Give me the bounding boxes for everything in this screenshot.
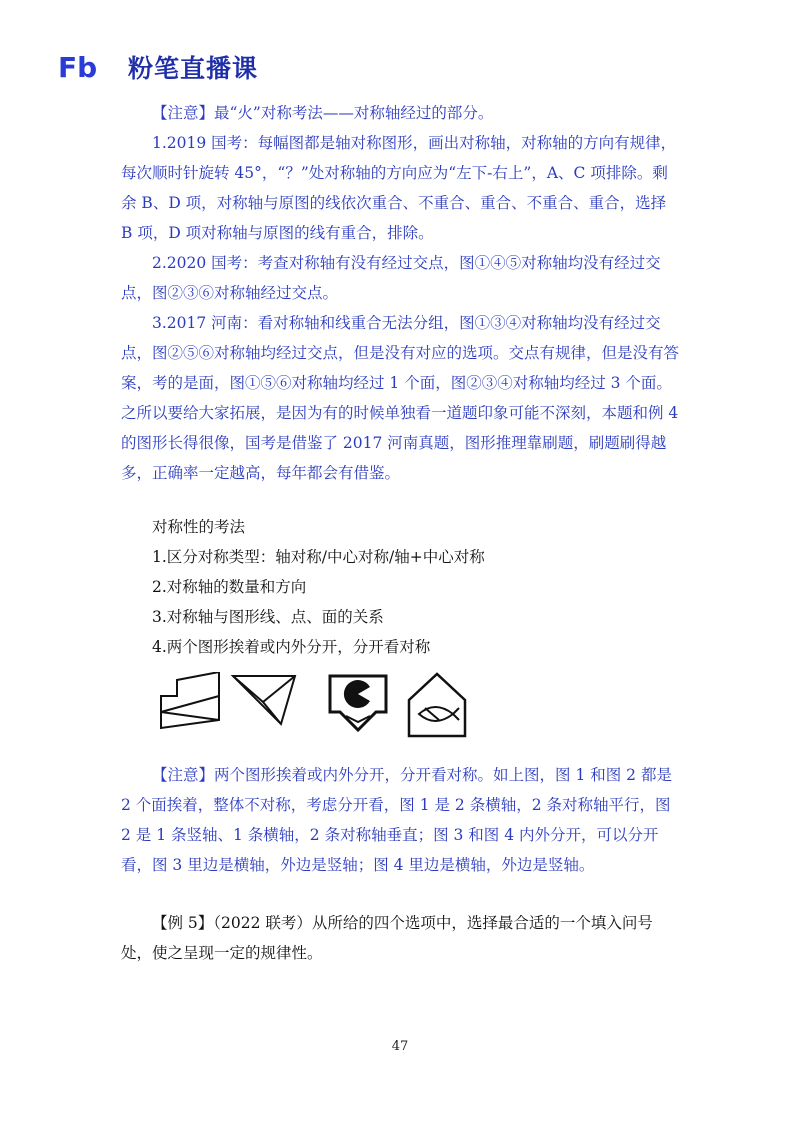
page-number: 47 (391, 1039, 409, 1054)
section-item-1: 1.区分对称类型：轴对称/中心对称/轴+中心对称 (152, 548, 485, 566)
note-item-1: 1.2019 国考：每幅图都是轴对称图形，画出对称轴，对称轴的方向有规律，每次顺时针旋转 45°，“？”处对称轴的方向应为“左下-右上”，A、C 项排除。剩余 B、D 项，对称轴与原图的线依次重合、不重合、重合、不重合、重合，选择 B 项，D 项对称轴与原图的线有重合，排除。 (121, 134, 677, 242)
example-paragraph (121, 908, 681, 968)
note-title: 【注意】最“火”对称考法——对称轴经过的部分。 (152, 104, 494, 122)
note2-paragraph (121, 760, 681, 880)
example-label: 【例 5】 (152, 914, 214, 932)
svg-text:Fb: Fb (58, 53, 98, 81)
brand-logo (58, 52, 258, 82)
section-title: 对称性的考法 (152, 518, 246, 536)
section-item-4: 4.两个图形挨着或内外分开，分开看对称 (152, 638, 431, 656)
section-list (121, 512, 681, 662)
figure-1 (159, 672, 239, 752)
section-item-2: 2.对称轴的数量和方向 (152, 578, 307, 596)
figure-3 (326, 672, 396, 752)
figure-2 (229, 672, 299, 752)
example-text: （2022 联考）从所给的四个选项中，选择最合适的一个填入问号处，使之呈现一定的规律性。 (121, 914, 653, 962)
note-block-2 (121, 760, 681, 880)
note-block-1 (121, 98, 681, 488)
brand-name: 粉笔直播课 (128, 54, 259, 83)
note-item-2: 2.2020 国考：考查对称轴有没有经过交点，图①④⑤对称轴均没有经过交点，图②③⑥对称轴经过交点。 (121, 254, 661, 302)
fb-logo-icon (58, 53, 120, 81)
note2-label: 【注意】 (152, 766, 215, 784)
document-body (121, 98, 681, 968)
figure-4 (405, 672, 485, 752)
section-item-3: 3.对称轴与图形线、点、面的关系 (152, 608, 384, 626)
note-item-3: 3.2017 河南：看对称轴和线重合无法分组，图①③④对称轴均没有经过交点，图②⑤⑥对称轴均经过交点，但是没有对应的选项。交点有规律，但是没有答案，考的是面，图①⑤⑥对称轴均经过 1 个面，图②③④对称轴均经过 3 个面。之所以要给大家拓展，是因为有的时候单独看一道题印象可能不深刻，本题和例 4 的图形长得很像，国考是借鉴了 2017 河南真题，图形推理靠刷题，刷题刷得越多，正确率一定越高，每年都会有借鉴。 (121, 314, 680, 482)
note2-text: 两个图形挨着或内外分开，分开看对称。如上图，图 1 和图 2 都是 2 个面挨着，整体不对称，考虑分开看，图 1 是 2 条横轴，2 条对称轴平行，图 2 是 1 条竖轴、1 条横轴，2 条对称轴垂直；图 3 和图 4 内外分开，可以分开看，图 3 里边是横轴，外边是竖轴；图 4 里边是横轴，外边是竖轴。 (121, 766, 672, 874)
figure-row (121, 672, 681, 752)
